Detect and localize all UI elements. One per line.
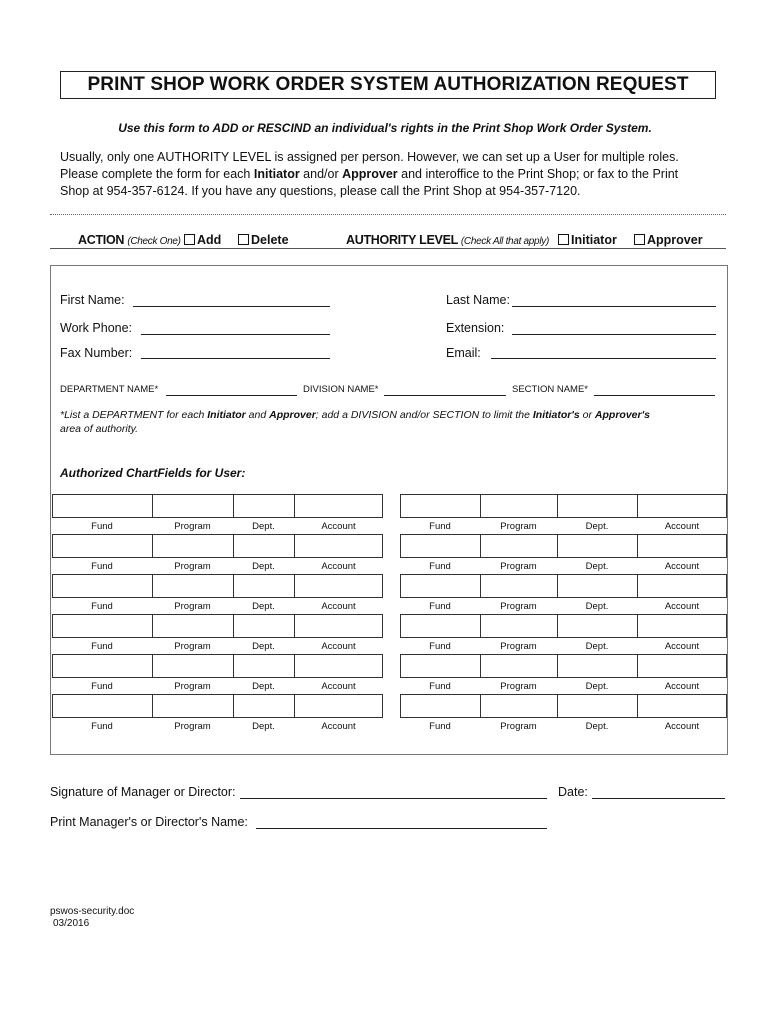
- fund-label: Fund: [91, 681, 113, 692]
- account-cell[interactable]: [637, 574, 727, 598]
- account-label: Account: [321, 561, 356, 572]
- footer-filename: pswos-security.doc: [50, 906, 135, 917]
- intro-initiator: Initiator: [253, 167, 300, 181]
- fund-label: Fund: [91, 521, 113, 532]
- initiator-checkbox[interactable]: [558, 233, 617, 247]
- approver-checkbox[interactable]: [634, 233, 703, 247]
- action-label-text: ACTION: [78, 233, 125, 247]
- note-part: Initiator: [207, 409, 246, 421]
- fund-cell[interactable]: [400, 574, 480, 598]
- dept-cell[interactable]: [233, 654, 294, 678]
- intro-line-3: Shop at 954-357-6124. If you have any questions, please call the Print Shop at 954-357-7120.: [60, 184, 581, 198]
- fax-number-field[interactable]: [141, 358, 330, 359]
- chartfield-labels: [52, 558, 383, 574]
- dept-cell[interactable]: [233, 494, 294, 518]
- account-label: Account: [664, 561, 700, 572]
- department-field[interactable]: [166, 395, 297, 396]
- fund-label: Fund: [429, 601, 451, 612]
- program-label: Program: [500, 721, 537, 732]
- note-part: ; add a DIVISION and/or SECTION to limit the: [315, 409, 533, 421]
- add-label: Add: [197, 233, 222, 247]
- fund-cell[interactable]: [400, 494, 480, 518]
- account-cell[interactable]: [294, 694, 383, 718]
- delete-label: Delete: [251, 233, 289, 247]
- intro-text-part: Please complete the form for each: [60, 167, 254, 181]
- account-cell[interactable]: [637, 654, 727, 678]
- dept-label: Dept.: [585, 601, 609, 612]
- first-name-field[interactable]: [133, 306, 330, 307]
- dept-label: Dept.: [585, 681, 609, 692]
- approver-label: Approver: [647, 233, 703, 247]
- fund-label: Fund: [91, 601, 113, 612]
- chartfields-grid-left: [52, 494, 383, 734]
- chartfield-labels: [400, 638, 727, 654]
- account-label: Account: [664, 521, 700, 532]
- program-label: Program: [500, 681, 537, 692]
- program-label: Program: [500, 521, 537, 532]
- last-name-field[interactable]: [512, 306, 716, 307]
- division-label: DIVISION NAME*: [303, 384, 379, 395]
- dept-cell[interactable]: [233, 614, 294, 638]
- program-label: Program: [174, 721, 211, 732]
- extension-label: Extension:: [446, 321, 505, 335]
- form-title: PRINT SHOP WORK ORDER SYSTEM AUTHORIZATION REQUEST: [60, 71, 716, 99]
- last-name-label: Last Name:: [446, 293, 510, 307]
- dept-label: Dept.: [585, 641, 609, 652]
- fund-cell[interactable]: [400, 654, 480, 678]
- chartfield-row: [52, 614, 383, 638]
- delete-checkbox[interactable]: [238, 233, 289, 247]
- fund-label: Fund: [91, 641, 113, 652]
- fund-label: Fund: [429, 641, 451, 652]
- program-cell[interactable]: [152, 494, 233, 518]
- fund-cell[interactable]: [52, 694, 152, 718]
- date-label: Date:: [558, 785, 588, 799]
- work-phone-field[interactable]: [141, 334, 330, 335]
- dept-cell[interactable]: [557, 614, 637, 638]
- chartfields-grid-right: [400, 494, 727, 734]
- intro-approver: Approver: [342, 167, 398, 181]
- chartfield-labels: [52, 598, 383, 614]
- manager-name-label: Print Manager's or Director's Name:: [50, 815, 248, 829]
- fund-cell[interactable]: [400, 534, 480, 558]
- account-cell[interactable]: [294, 654, 383, 678]
- program-label: Program: [174, 681, 211, 692]
- program-cell[interactable]: [480, 574, 557, 598]
- chartfield-labels: [52, 718, 383, 734]
- checkbox-icon: [558, 234, 569, 245]
- account-cell[interactable]: [637, 534, 727, 558]
- intro-text: [60, 149, 710, 200]
- chartfield-row: [52, 534, 383, 558]
- fund-label: Fund: [91, 561, 113, 572]
- program-cell[interactable]: [152, 654, 233, 678]
- authority-hint: (Check All that apply): [460, 236, 549, 247]
- program-label: Program: [174, 521, 211, 532]
- date-field[interactable]: [592, 798, 725, 799]
- checkbox-icon: [634, 234, 645, 245]
- work-phone-label: Work Phone:: [60, 321, 133, 335]
- program-cell[interactable]: [480, 654, 557, 678]
- fund-label: Fund: [429, 521, 451, 532]
- chartfield-row: [52, 694, 383, 718]
- fund-cell[interactable]: [52, 614, 152, 638]
- program-cell[interactable]: [152, 694, 233, 718]
- dept-cell[interactable]: [557, 494, 637, 518]
- authority-label-text: AUTHORITY LEVEL: [346, 233, 458, 247]
- account-label: Account: [321, 601, 356, 612]
- chartfield-row: [400, 534, 727, 558]
- fund-label: Fund: [429, 561, 451, 572]
- dept-label: Dept.: [585, 561, 609, 572]
- dept-cell[interactable]: [557, 534, 637, 558]
- account-label: Account: [321, 681, 356, 692]
- chartfield-labels: [400, 718, 727, 734]
- program-cell[interactable]: [152, 574, 233, 598]
- dept-label: Dept.: [252, 521, 275, 532]
- chartfield-labels: [400, 558, 727, 574]
- fund-label: Fund: [429, 681, 451, 692]
- dept-label: Dept.: [585, 521, 609, 532]
- checkbox-icon: [238, 234, 249, 245]
- intro-text-part: and/or: [299, 167, 343, 181]
- chartfield-row: [400, 654, 727, 678]
- dept-cell[interactable]: [557, 654, 637, 678]
- fund-cell[interactable]: [52, 574, 152, 598]
- dept-label: Dept.: [252, 561, 275, 572]
- dept-cell[interactable]: [233, 574, 294, 598]
- instruction-note: [60, 408, 710, 436]
- document-footer: [50, 906, 134, 930]
- note-part: Approver: [269, 409, 316, 421]
- program-cell[interactable]: [480, 494, 557, 518]
- email-label: Email:: [446, 346, 481, 360]
- manager-signature-label: Signature of Manager or Director:: [50, 785, 236, 799]
- account-cell[interactable]: [294, 534, 383, 558]
- section-field[interactable]: [594, 395, 715, 396]
- fund-cell[interactable]: [400, 694, 480, 718]
- note-part: or: [579, 409, 595, 421]
- chartfield-row: [52, 574, 383, 598]
- dept-label: Dept.: [252, 601, 275, 612]
- intro-line-1: Usually, only one AUTHORITY LEVEL is assigned per person. However, we can set up a User for multiple roles.: [60, 150, 679, 164]
- dept-cell[interactable]: [557, 574, 637, 598]
- account-cell[interactable]: [294, 574, 383, 598]
- footer-date: 03/2016: [53, 918, 90, 929]
- program-cell[interactable]: [480, 694, 557, 718]
- program-label: Program: [174, 561, 211, 572]
- account-label: Account: [321, 721, 356, 732]
- section-label: SECTION NAME*: [512, 384, 589, 395]
- fund-cell[interactable]: [400, 614, 480, 638]
- chartfield-labels: [52, 678, 383, 694]
- dept-label: Dept.: [585, 721, 609, 732]
- note-part: *List a DEPARTMENT for each: [60, 409, 208, 421]
- dept-cell[interactable]: [233, 694, 294, 718]
- account-cell[interactable]: [637, 494, 727, 518]
- action-label: [78, 233, 181, 247]
- action-row: [50, 230, 726, 249]
- chartfield-row: [400, 494, 727, 518]
- program-label: Program: [174, 601, 211, 612]
- chartfield-row: [400, 694, 727, 718]
- action-hint: (Check One): [127, 236, 181, 247]
- account-cell[interactable]: [294, 494, 383, 518]
- account-label: Account: [664, 601, 700, 612]
- chartfield-labels: [400, 518, 727, 534]
- division-field[interactable]: [384, 395, 506, 396]
- fax-number-label: Fax Number:: [60, 346, 133, 360]
- program-label: Program: [500, 601, 537, 612]
- initiator-label: Initiator: [571, 233, 617, 247]
- account-label: Account: [664, 721, 700, 732]
- dept-cell[interactable]: [557, 694, 637, 718]
- fund-cell[interactable]: [52, 494, 152, 518]
- add-checkbox[interactable]: [184, 233, 221, 247]
- program-cell[interactable]: [480, 534, 557, 558]
- intro-text-part: and interoffice to the Print Shop; or fax to the Print: [397, 167, 679, 181]
- dept-label: Dept.: [252, 641, 275, 652]
- chartfield-row: [400, 574, 727, 598]
- program-label: Program: [500, 561, 537, 572]
- program-label: Program: [174, 641, 211, 652]
- chartfield-row: [52, 654, 383, 678]
- fund-label: Fund: [91, 721, 113, 732]
- program-cell[interactable]: [152, 534, 233, 558]
- extension-field[interactable]: [512, 334, 716, 335]
- dotted-divider: [50, 214, 726, 215]
- chartfield-row: [52, 494, 383, 518]
- intro-line-2: [60, 166, 710, 183]
- account-label: Account: [321, 521, 356, 532]
- dept-label: Dept.: [252, 721, 275, 732]
- manager-signature-field[interactable]: [240, 798, 547, 799]
- fund-label: Fund: [429, 721, 451, 732]
- account-label: Account: [321, 641, 356, 652]
- chartfield-row: [400, 614, 727, 638]
- first-name-label: First Name:: [60, 293, 125, 307]
- fund-cell[interactable]: [52, 654, 152, 678]
- chartfield-labels: [52, 518, 383, 534]
- account-cell[interactable]: [637, 694, 727, 718]
- account-cell[interactable]: [294, 614, 383, 638]
- account-label: Account: [664, 681, 700, 692]
- chartfield-labels: [52, 638, 383, 654]
- account-label: Account: [664, 641, 700, 652]
- department-label: DEPARTMENT NAME*: [60, 384, 159, 395]
- note-part: and: [245, 409, 270, 421]
- checkbox-icon: [184, 234, 195, 245]
- form-subtitle: Use this form to ADD or RESCIND an individual's rights in the Print Shop Work Order System.: [118, 121, 652, 135]
- program-cell[interactable]: [152, 614, 233, 638]
- note-part: Initiator's: [532, 409, 580, 421]
- dept-cell[interactable]: [233, 534, 294, 558]
- fund-cell[interactable]: [52, 534, 152, 558]
- note-part: area of authority.: [60, 423, 139, 435]
- program-label: Program: [500, 641, 537, 652]
- chartfields-title: Authorized ChartFields for User:: [60, 466, 246, 480]
- chartfield-labels: [400, 598, 727, 614]
- dept-label: Dept.: [252, 681, 275, 692]
- program-cell[interactable]: [480, 614, 557, 638]
- email-field[interactable]: [491, 358, 716, 359]
- manager-name-field[interactable]: [256, 828, 547, 829]
- authority-label: [346, 233, 549, 247]
- account-cell[interactable]: [637, 614, 727, 638]
- note-part: Approver's: [594, 409, 650, 421]
- chartfield-labels: [400, 678, 727, 694]
